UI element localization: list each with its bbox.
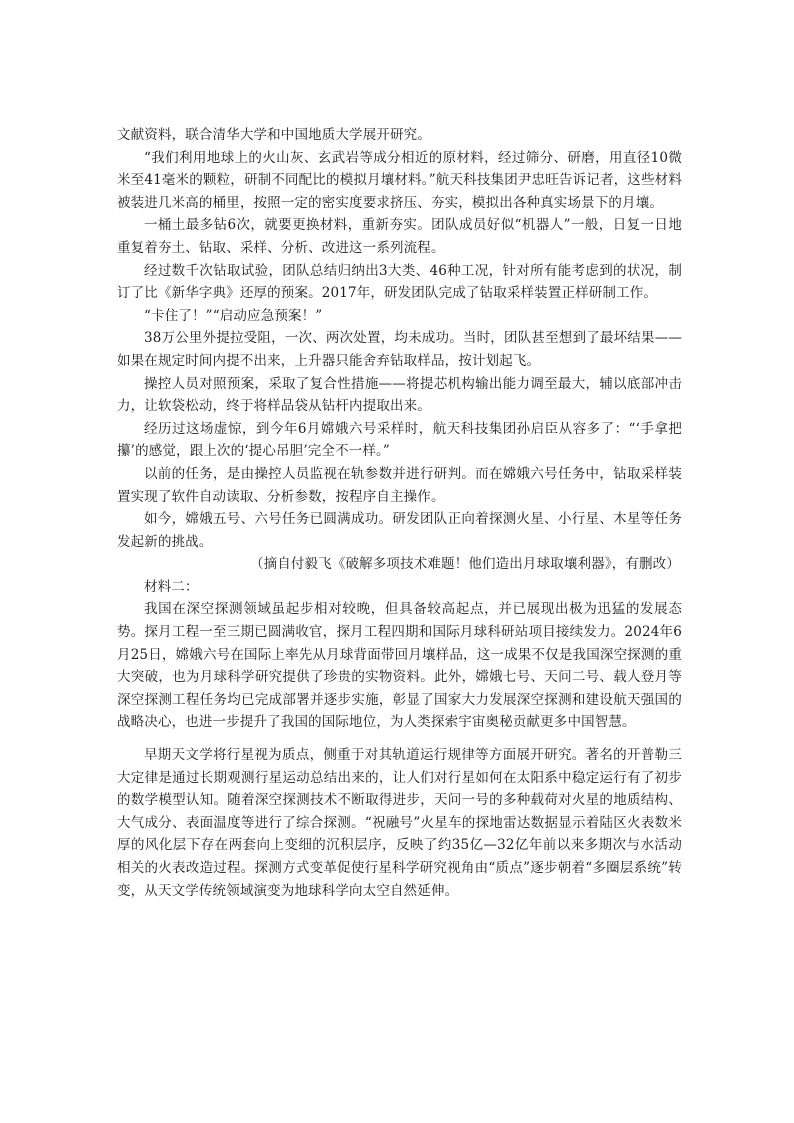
paragraph: “我们利用地球上的火山灰、玄武岩等成分相近的原材料，经过筛分、研磨，用直径10微米至41毫米的颗粒，研制不同配比的模拟月壤材料。”航天科技集团尹忠旺告诉记者，这些材料被装进几米高的桶里，按照一定的密实度要求挤压、夯实，模拟出各种真实场景下的月壤。 <box>117 149 682 211</box>
source-citation: （摘自付毅飞《破解多项技术难题！他们造出月球取壤利器》，有删改） <box>249 556 680 573</box>
paragraph: 一桶土最多钻6次，就要更换材料，重新夯实。团队成员好似“机器人”一般，日复一日地重复着夯土、钻取、采样、分析、改进这一系列流程。 <box>117 217 682 256</box>
paragraph: 早期天文学将行星视为质点，侧重于对其轨道运行规律等方面展开研究。著名的开普勒三大定律是通过长期观测行星运动总结出来的，让人们对行星如何在太阳系中稳定运行有了初步的数学模型认知。随着深空探测技术不断取得进步，天问一号的多种载荷对火星的地质结构、大气成分、表面温度等进行了综合探测。“祝融号”火星车的探地雷达数据显示着陆区火表数米厚的风化层下存在两套向上变细的沉积层序，反映了约35亿—32亿年前以来多期次与水活动相关的火表改造过程。探测方式变革促使行星科学研究视角由“质点”逐步朝着“多圈层系统”转变，从天文学传统领域演变为地球科学向太空自然延伸。 <box>117 747 682 899</box>
paragraph: 经历过这场虚惊，到今年6月嫦娥六号采样时，航天科技集团孙启臣从容多了：“‘手拿把攥’的感觉，跟上次的‘提心吊胆’完全不一样。” <box>117 420 682 460</box>
paragraph: 以前的任务，是由操控人员监视在轨参数并进行研判。而在嫦娥六号任务中，钻取采样装置实现了软件自动读取、分析参数，按程序自主操作。 <box>117 465 682 505</box>
material-label: 材料二： <box>144 578 199 595</box>
paragraph: 文献资料，联合清华大学和中国地质大学展开研究。 <box>117 127 431 143</box>
paragraph: 我国在深空探测领域虽起步相对较晚，但具备较高起点，并已展现出极为迅猛的发展态势。探月工程一至三期已圆满收官，探月工程四期和国际月球科研站项目接续发力。2024年6月25日，嫦娥六号在国际上率先从月球背面带回月壤样品，这一成果不仅是我国深空探测的重大突破，也为月球科学研究提供了珍贵的实物资料。此外，嫦娥七号、天问二号、载人登月等深空探测工程任务均已完成部署并逐步实施，彰显了国家大力发展深空探测和建设航天强国的战略决心，也进一步提升了我国的国际地位，为人类探索宇宙奥秘贡献更多中国智慧。 <box>117 601 682 731</box>
paragraph: 38万公里外提拉受阻，一次、两次处置，均未成功。当时，团队甚至想到了最坏结果——如果在规定时间内提不出来，上升器只能舍弃钻取样品，按计划起飞。 <box>117 330 682 369</box>
paragraph: 经过数千次钻取试验，团队总结归纳出3大类、46种工况，针对所有能考虑到的状况，制订了比《新华字典》还厚的预案。2017年，研发团队完成了钻取采样装置正样研制工作。 <box>117 262 682 302</box>
document-page <box>117 124 682 902</box>
paragraph: 如今，嫦娥五号、六号任务已圆满成功。研发团队正向着探测火星、小行星、木星等任务发起新的挑战。 <box>117 511 682 550</box>
paragraph: 操控人员对照预案，采取了复合性措施——将提芯机构输出能力调至最大，辅以底部冲击力，让软袋松动，终于将样品袋从钻杆内提取出来。 <box>117 375 682 415</box>
paragraph: “卡住了！”“启动应急预案！” <box>144 307 323 324</box>
